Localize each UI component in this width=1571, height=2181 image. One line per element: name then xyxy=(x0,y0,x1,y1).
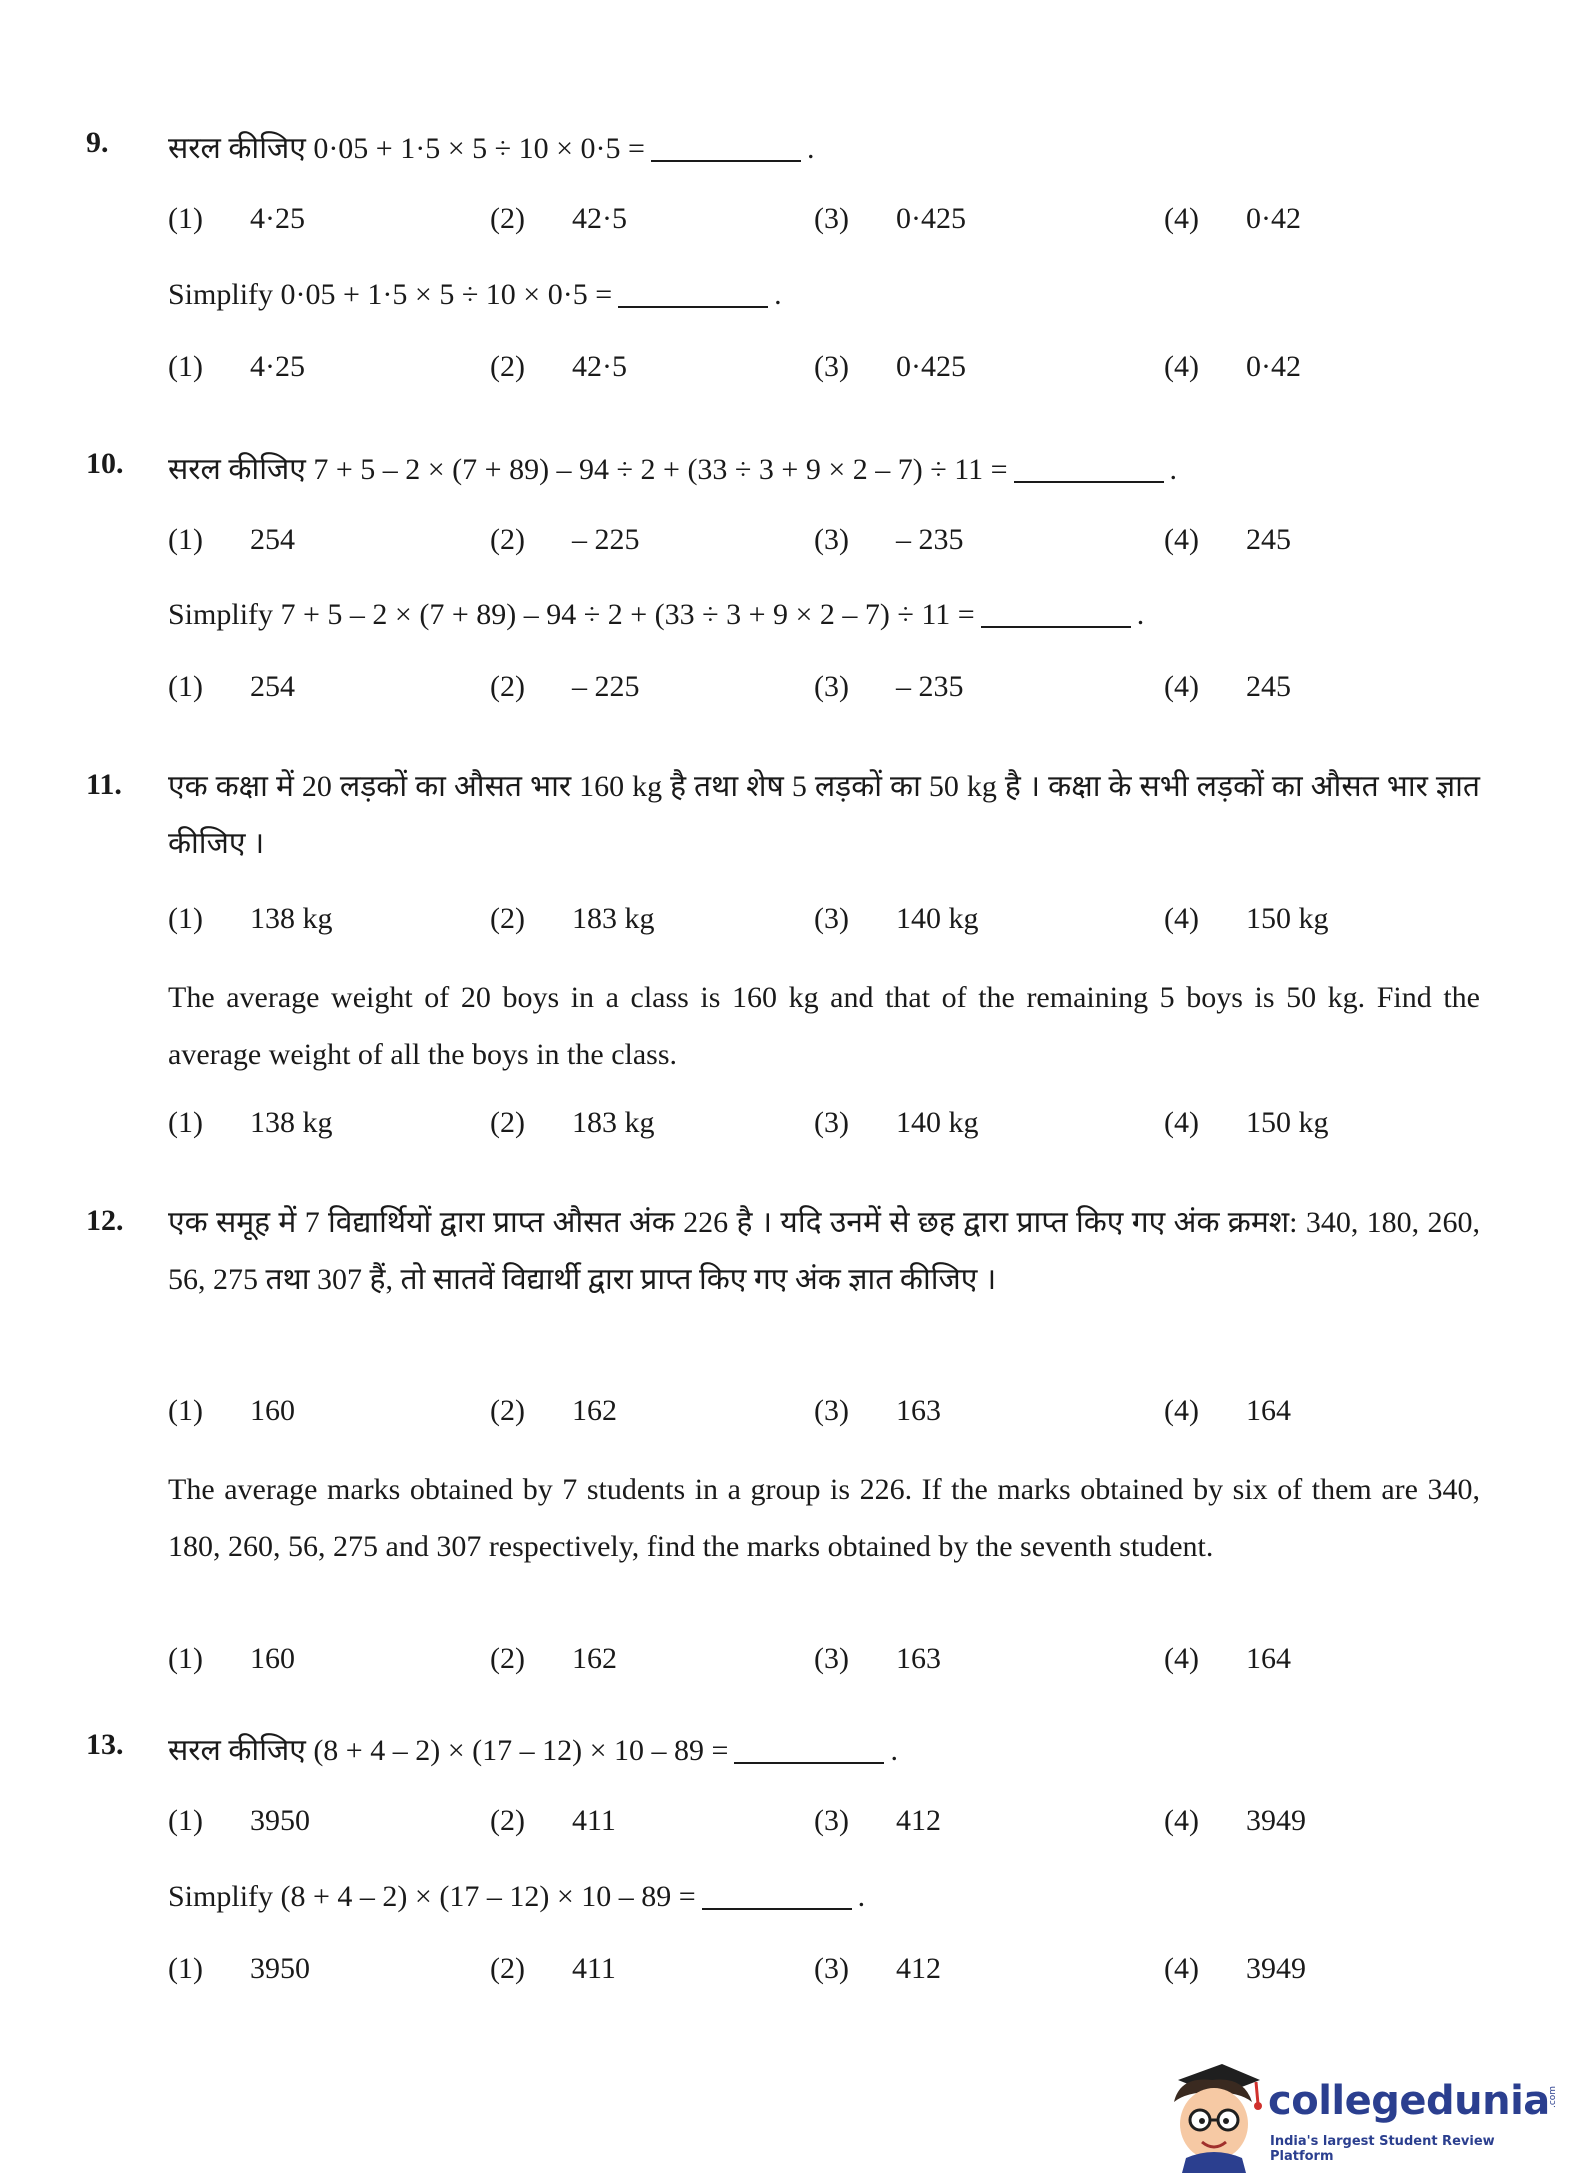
option: (2) 411 xyxy=(490,1804,616,1837)
option: (4) 3949 xyxy=(1164,1952,1306,1985)
question-text: सरल कीजिए (8 + 4 – 2) × (17 – 12) × 10 – 89 = xyxy=(168,1734,729,1767)
option: (2) 42·5 xyxy=(490,202,627,235)
option: (1) 3950 xyxy=(168,1804,310,1837)
option: (3) 140 kg xyxy=(814,1106,979,1139)
option: (2) 183 kg xyxy=(490,902,655,935)
option: (2) 162 xyxy=(490,1642,617,1675)
option: (3) 0·425 xyxy=(814,350,966,383)
end-mark: . xyxy=(806,132,815,165)
answer-blank xyxy=(702,1907,852,1910)
option: (1) 4·25 xyxy=(168,350,305,383)
logo-tagline: India's largest Student Review Platform xyxy=(1270,2134,1495,2164)
option: (3) 163 xyxy=(814,1642,941,1675)
options-row xyxy=(0,1106,1571,1146)
end-mark: . xyxy=(1136,598,1145,631)
answer-blank xyxy=(618,305,768,308)
question-text: Simplify (8 + 4 – 2) × (17 – 12) × 10 – 89 = xyxy=(168,1880,696,1913)
question-hindi xyxy=(168,447,1177,488)
end-mark: . xyxy=(890,1734,898,1767)
end-mark: . xyxy=(1169,453,1177,486)
answer-blank xyxy=(1014,480,1164,483)
option: (1) 3950 xyxy=(168,1952,310,1985)
option: (2) – 225 xyxy=(490,523,640,556)
option: (4) 164 xyxy=(1164,1394,1291,1427)
question-hindi xyxy=(168,126,814,167)
question-english: The average marks obtained by 7 students in a group is 226. If the marks obtained by six of them are 340, 180, 260, 56, 275 and 307 respectively, find the marks obtained by the seventh student. xyxy=(168,1473,1480,1563)
option: (4) 150 kg xyxy=(1164,1106,1329,1139)
question-number: 12. xyxy=(86,1204,124,1237)
option: (1) 160 xyxy=(168,1394,295,1427)
option: (4) 0·42 xyxy=(1164,350,1301,383)
option: (3) – 235 xyxy=(814,670,964,703)
question-number: 9. xyxy=(86,126,109,159)
option: (2) – 225 xyxy=(490,670,640,703)
question-number: 11. xyxy=(86,768,122,801)
option: (1) 254 xyxy=(168,523,295,556)
option: (3) 412 xyxy=(814,1804,941,1837)
option: (3) 140 kg xyxy=(814,902,979,935)
options-row xyxy=(0,202,1571,242)
end-mark: . xyxy=(774,278,782,311)
option: (3) – 235 xyxy=(814,523,964,556)
question-text: Simplify 0·05 + 1·5 × 5 ÷ 10 × 0·5 = xyxy=(168,278,613,311)
question-hindi xyxy=(168,1728,898,1769)
logo-wordmark: collegedunia xyxy=(1268,2078,1550,2124)
question-hindi: एक समूह में 7 विद्यार्थियों द्वारा प्राप्त औसत अंक 226 है । यदि उनमें से छह द्वारा प्राप्त किए गए अंक क्रमश: 340, 180, 260, 56, 275 तथा 307 हैं, तो सातवें विद्यार्थी द्वारा प्राप्त किए गए अंक ज्ञात कीजिए । xyxy=(168,1206,1480,1296)
option: (3) 412 xyxy=(814,1952,941,1985)
question-number: 10. xyxy=(86,447,124,480)
answer-blank xyxy=(734,1761,884,1764)
option: (4) 0·42 xyxy=(1164,202,1301,235)
option: (1) 254 xyxy=(168,670,295,703)
option: (3) 163 xyxy=(814,1394,941,1427)
question-hindi: एक कक्षा में 20 लड़कों का औसत भार 160 kg है तथा शेष 5 लड़कों का 50 kg है । कक्षा के सभी लड़कों का औसत भार ज्ञात कीजिए । xyxy=(168,770,1480,860)
option: (1) 138 kg xyxy=(168,1106,333,1139)
question-text: सरल कीजिए 0·05 + 1·5 × 5 ÷ 10 × 0·5 = xyxy=(168,132,645,165)
question-text: Simplify 7 + 5 – 2 × (7 + 89) – 94 ÷ 2 + (33 ÷ 3 + 9 × 2 – 7) ÷ 11 = xyxy=(168,598,975,631)
option: (1) 138 kg xyxy=(168,902,333,935)
options-row xyxy=(0,523,1571,563)
question-english xyxy=(168,598,1144,632)
options-row xyxy=(0,1394,1571,1434)
mascot-icon xyxy=(1160,2058,1270,2173)
end-mark: . xyxy=(857,1880,866,1913)
collegedunia-logo[interactable] xyxy=(1160,2058,1560,2173)
option: (1) 4·25 xyxy=(168,202,305,235)
question-english xyxy=(168,278,782,312)
option: (4) 164 xyxy=(1164,1642,1291,1675)
option: (4) 150 kg xyxy=(1164,902,1329,935)
option: (4) 245 xyxy=(1164,670,1291,703)
question-text: सरल कीजिए 7 + 5 – 2 × (7 + 89) – 94 ÷ 2 + (33 ÷ 3 + 9 × 2 – 7) ÷ 11 = xyxy=(168,453,1008,486)
option: (2) 411 xyxy=(490,1952,616,1985)
option: (4) 3949 xyxy=(1164,1804,1306,1837)
option: (4) 245 xyxy=(1164,523,1291,556)
options-row xyxy=(0,902,1571,942)
answer-blank xyxy=(651,159,801,162)
logo-suffix: .com xyxy=(1548,2085,1559,2109)
answer-blank xyxy=(981,625,1131,628)
options-row xyxy=(0,1952,1571,1992)
options-row xyxy=(0,670,1571,710)
option: (2) 162 xyxy=(490,1394,617,1427)
option: (3) 0·425 xyxy=(814,202,966,235)
question-english xyxy=(168,1880,865,1914)
question-number: 13. xyxy=(86,1728,124,1761)
options-row xyxy=(0,1642,1571,1682)
option: (1) 160 xyxy=(168,1642,295,1675)
option: (2) 42·5 xyxy=(490,350,627,383)
option: (2) 183 kg xyxy=(490,1106,655,1139)
options-row xyxy=(0,350,1571,390)
question-english: The average weight of 20 boys in a class is 160 kg and that of the remaining 5 boys is 50 kg. Find the average weight of all the boys in the class. xyxy=(168,981,1480,1071)
options-row xyxy=(0,1804,1571,1844)
